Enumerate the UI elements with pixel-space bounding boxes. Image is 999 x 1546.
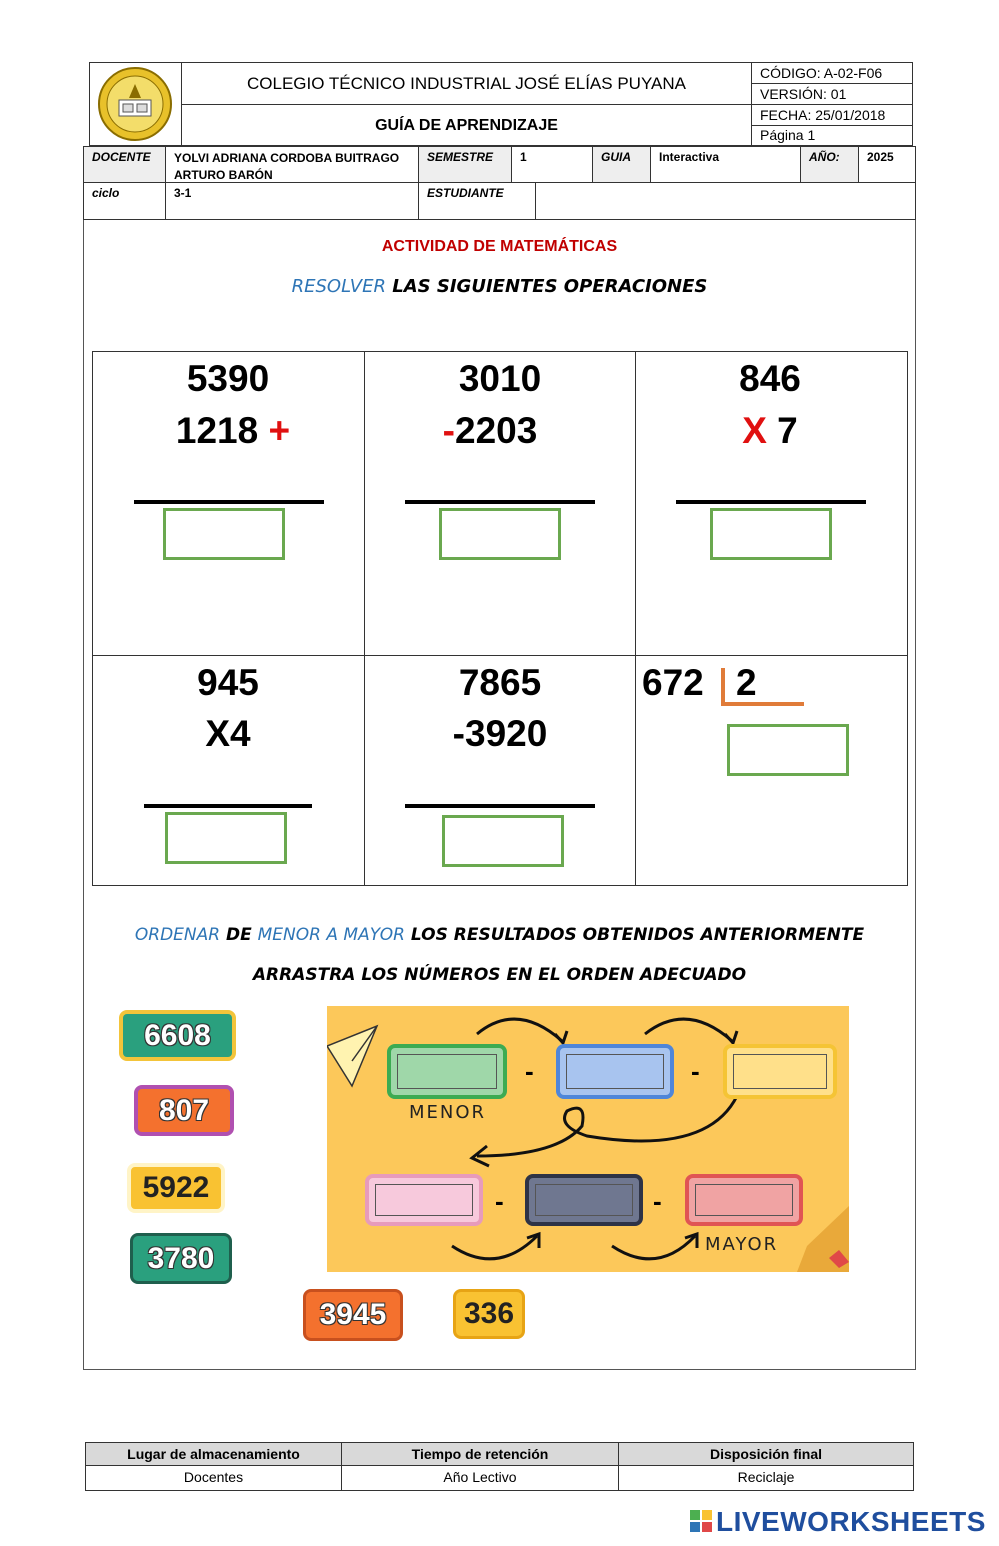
chip-807[interactable]: 807 — [134, 1085, 234, 1136]
guia-label: GUIA — [592, 146, 651, 183]
op3-bottom-num: 7 — [766, 410, 798, 451]
ciclo-value: 3-1 — [165, 182, 419, 220]
slot-1[interactable] — [387, 1044, 507, 1099]
instruction-verb: RESOLVER — [291, 276, 386, 297]
chip-3780[interactable]: 3780 — [130, 1233, 232, 1284]
order-verb: ORDENAR — [134, 925, 221, 945]
docente-value — [165, 146, 419, 183]
dash-3: - — [495, 1186, 504, 1216]
op2-top: 3010 — [458, 358, 542, 399]
docente-label: DOCENTE — [83, 146, 166, 183]
order-panel — [327, 1006, 849, 1272]
header-logo-cell — [89, 62, 182, 146]
activity-instruction — [83, 276, 916, 297]
menor-label: MENOR — [409, 1102, 487, 1123]
anio-label: AÑO: — [800, 146, 859, 183]
op6-dividend: 672 — [642, 662, 704, 703]
slot-3[interactable] — [723, 1044, 837, 1099]
instruction-rest: LAS SIGUIENTES OPERACIONES — [386, 276, 708, 297]
drag-instruction: ARRASTRA LOS NÚMEROS EN EL ORDEN ADECUADO — [252, 965, 747, 985]
footer-value-storage: Docentes — [85, 1465, 342, 1491]
op3-bottom — [690, 410, 850, 452]
estudiante-label: ESTUDIANTE — [418, 182, 536, 220]
estudiante-input[interactable] — [535, 182, 916, 220]
grid-hline — [92, 655, 908, 656]
plus-sign: + — [268, 410, 291, 451]
op1-line — [134, 500, 324, 504]
slot-2[interactable] — [556, 1044, 674, 1099]
dash-4: - — [653, 1186, 662, 1216]
footer-header-disposition: Disposición final — [618, 1442, 914, 1466]
guia-value: Interactiva — [650, 146, 801, 183]
doc-code: CÓDIGO: A-02-F06 — [751, 62, 913, 84]
division-bracket-vertical — [721, 668, 725, 706]
order-range: MENOR A MAYOR — [257, 925, 405, 945]
op4-bottom: X4 — [205, 713, 251, 754]
footer-value-retention: Año Lectivo — [341, 1465, 619, 1491]
op4-line — [144, 804, 312, 808]
op4-answer-input[interactable] — [165, 812, 287, 864]
op6-divisor: 2 — [736, 662, 757, 703]
op5-answer-input[interactable] — [442, 815, 564, 867]
docente-name-2: ARTURO BARÓN — [174, 168, 273, 182]
slot-4[interactable] — [365, 1174, 483, 1226]
dash-2: - — [691, 1056, 700, 1086]
footer-header-storage: Lugar de almacenamiento — [85, 1442, 342, 1466]
docente-name-1: YOLVI ADRIANA CORDOBA BUITRAGO — [174, 151, 400, 165]
op1-top: 5390 — [186, 358, 270, 399]
op2-bottom-num: 2203 — [455, 410, 538, 451]
grid-vline-1 — [364, 351, 365, 886]
dash-1: - — [525, 1056, 534, 1086]
school-seal-icon — [97, 66, 173, 142]
op1-bottom-num: 1218 — [175, 410, 259, 451]
op5-line — [405, 804, 595, 808]
op2-bottom — [410, 410, 570, 452]
order-instruction — [83, 925, 916, 945]
op2-line — [405, 500, 595, 504]
brand-text: LIVEWORKSHEETS — [716, 1506, 986, 1537]
liveworksheets-icon — [690, 1510, 714, 1534]
op3-top: 846 — [739, 358, 801, 399]
op3-answer-input[interactable] — [710, 508, 832, 560]
semestre-value: 1 — [511, 146, 593, 183]
mayor-label: MAYOR — [705, 1234, 779, 1255]
activity-title: ACTIVIDAD DE MATEMÁTICAS — [381, 238, 618, 255]
op1-bottom — [148, 410, 318, 452]
chip-5922[interactable]: 5922 — [127, 1163, 225, 1213]
slot-6[interactable] — [685, 1174, 803, 1226]
order-rest: LOS RESULTADOS OBTENIDOS ANTERIORMENTE — [404, 925, 865, 945]
slot-5[interactable] — [525, 1174, 643, 1226]
footer-value-disposition: Reciclaje — [618, 1465, 914, 1491]
op1-answer-input[interactable] — [163, 508, 285, 560]
op6-answer-input[interactable] — [727, 724, 849, 776]
semestre-label: SEMESTRE — [418, 146, 512, 183]
doc-type: GUÍA DE APRENDIZAJE — [181, 104, 752, 146]
op4-top: 945 — [197, 662, 259, 703]
minus-sign: - — [442, 410, 455, 451]
anio-value: 2025 — [858, 146, 916, 183]
ciclo-label: ciclo — [83, 182, 166, 220]
op5-top: 7865 — [458, 662, 542, 703]
doc-date: FECHA: 25/01/2018 — [751, 104, 913, 126]
chip-336[interactable]: 336 — [453, 1289, 525, 1339]
times-sign: X — [742, 410, 767, 451]
op5-bottom: -3920 — [452, 713, 548, 754]
liveworksheets-logo — [690, 1505, 986, 1539]
doc-version: VERSIÓN: 01 — [751, 83, 913, 105]
op3-line — [676, 500, 866, 504]
op2-answer-input[interactable] — [439, 508, 561, 560]
chip-3945[interactable]: 3945 — [303, 1289, 403, 1341]
order-de: DE — [220, 925, 258, 945]
doc-page: Página 1 — [751, 125, 913, 146]
chip-6608[interactable]: 6608 — [119, 1010, 236, 1061]
school-name: COLEGIO TÉCNICO INDUSTRIAL JOSÉ ELÍAS PUYANA — [181, 62, 752, 105]
grid-vline-2 — [635, 351, 636, 886]
footer-header-retention: Tiempo de retención — [341, 1442, 619, 1466]
